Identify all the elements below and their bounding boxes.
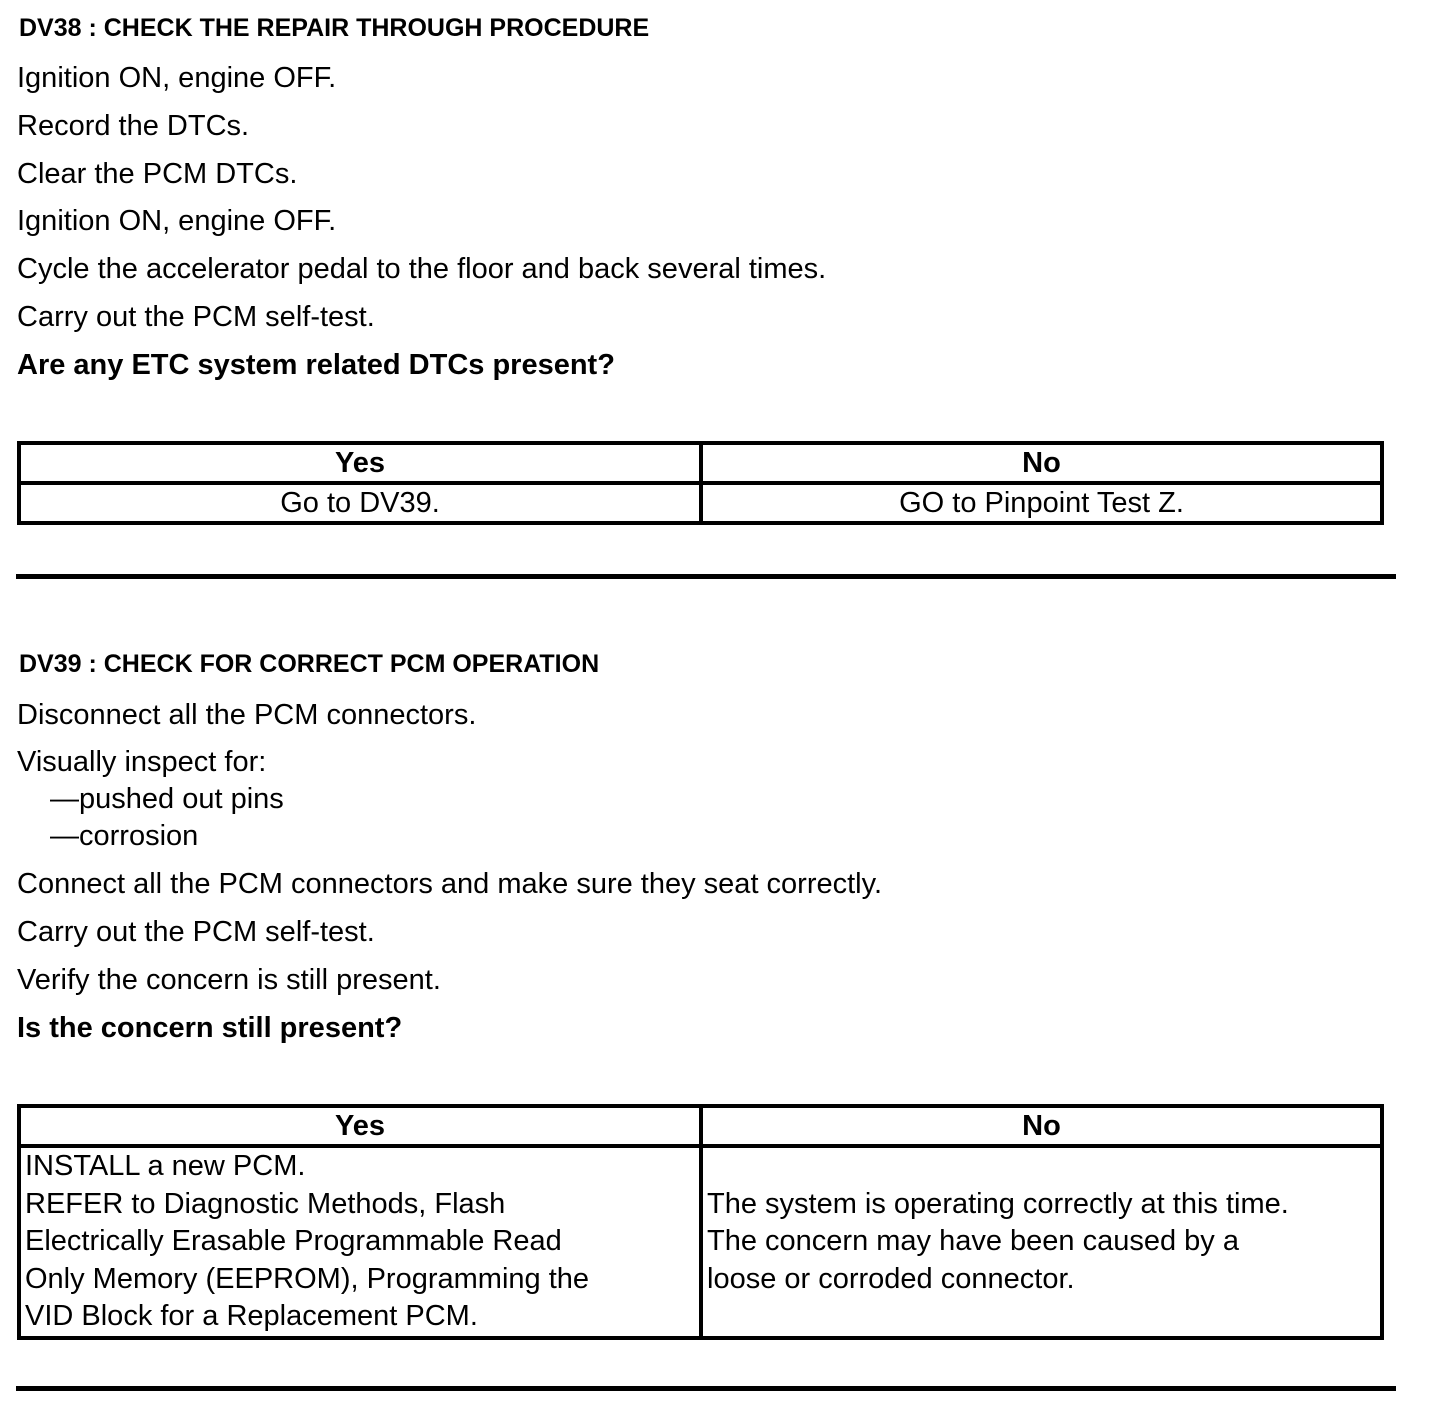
table-row: [19, 1146, 1382, 1338]
dv38-step-3: Clear the PCM DTCs.: [17, 158, 298, 190]
dv39-step-1: Disconnect all the PCM connectors.: [17, 699, 477, 731]
dv38-result-table: [17, 441, 1384, 525]
yes-header: Yes: [19, 443, 701, 483]
yes-action-line: INSTALL a new PCM.: [25, 1150, 306, 1182]
inspect-item: —pushed out pins: [50, 783, 284, 815]
yes-action-line: Only Memory (EEPROM), Programming the: [25, 1262, 590, 1295]
dv39-question: Is the concern still present?: [17, 1012, 403, 1044]
table-row: [19, 483, 1382, 523]
table-header-row: [19, 1106, 1382, 1146]
no-action-line: The concern may have been caused by a: [707, 1225, 1239, 1257]
dv39-step-2: Visually inspect for:: [17, 746, 267, 778]
dv39-step-3: Connect all the PCM connectors and make sure they seat correctly.: [17, 868, 883, 900]
inspect-item: —corrosion: [50, 820, 199, 852]
yes-action-cell: [19, 1146, 701, 1338]
yes-action-line: VID Block for a Replacement PCM.: [25, 1300, 478, 1332]
dv38-step-1: Ignition ON, engine OFF.: [17, 62, 337, 94]
no-action-line: The system is operating correctly at this time.: [707, 1187, 1289, 1220]
no-action-line: loose or corroded connector.: [707, 1262, 1075, 1295]
no-header: No: [701, 1106, 1382, 1146]
dv38-step-5: Cycle the accelerator pedal to the floor and back several times.: [17, 253, 827, 285]
dv39-step-4: Carry out the PCM self-test.: [17, 916, 375, 948]
dv39-step-5: Verify the concern is still present.: [17, 964, 441, 996]
yes-header: Yes: [19, 1106, 701, 1146]
dv39-title: DV39 : CHECK FOR CORRECT PCM OPERATION: [19, 650, 600, 678]
table-header-row: [19, 443, 1382, 483]
dv38-step-6: Carry out the PCM self-test.: [17, 301, 375, 333]
dv38-step-4: Ignition ON, engine OFF.: [17, 205, 337, 237]
no-action: GO to Pinpoint Test Z.: [701, 483, 1382, 523]
section-divider: [16, 1386, 1396, 1391]
yes-action: Go to DV39.: [19, 483, 701, 523]
yes-action-line: REFER to Diagnostic Methods, Flash: [25, 1187, 506, 1220]
no-action-cell: [701, 1146, 1382, 1338]
yes-action-line: Electrically Erasable Programmable Read: [25, 1225, 562, 1257]
dv38-step-2: Record the DTCs.: [17, 110, 250, 142]
no-header: No: [701, 443, 1382, 483]
dv39-result-table: [17, 1104, 1384, 1340]
section-divider: [16, 574, 1396, 579]
dv38-question: Are any ETC system related DTCs present?: [17, 349, 615, 381]
dv38-title: DV38 : CHECK THE REPAIR THROUGH PROCEDURE: [19, 14, 650, 42]
